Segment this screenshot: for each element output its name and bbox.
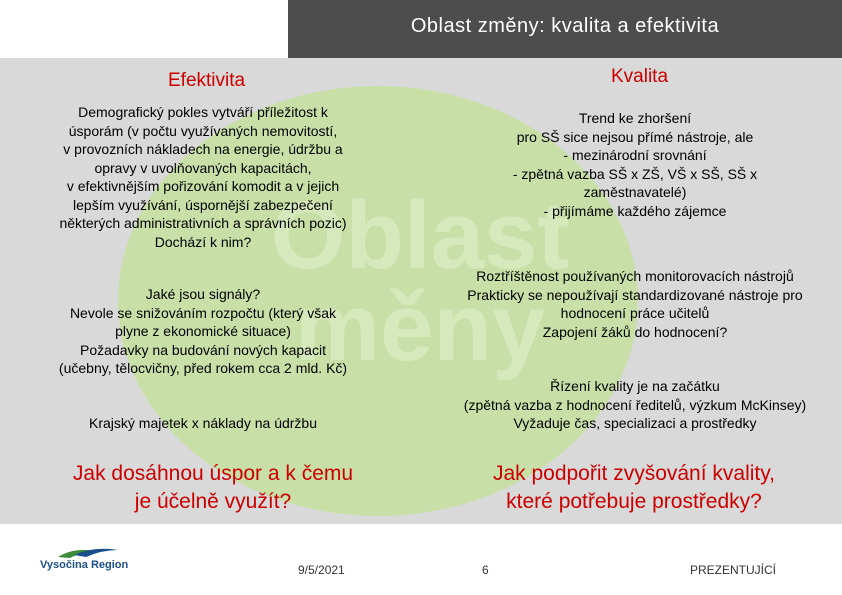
right-p1-line: - mezinárodní srovnání: [563, 147, 707, 163]
left-p1-line: úsporám (v počtu využívaných nemovitostí,: [68, 122, 338, 139]
left-p1-line: Dochází k nim?: [154, 233, 252, 250]
left-p2-line: Požadavky na budování nových kapacit: [80, 341, 326, 358]
page-number: 6: [482, 563, 489, 577]
left-p1-line: opravy v uvolňovaných kapacitách,: [94, 159, 312, 176]
watermark-line-2: měny: [294, 274, 546, 381]
left-p2-line: (učebny, tělocvičny, před rokem cca 2 mld. Kč): [58, 360, 348, 376]
right-paragraph-1: [445, 109, 825, 220]
watermark-line-1: Oblast: [270, 182, 570, 289]
right-p2-line: Prakticky se nepoužívají standardizované nástroje pro: [467, 286, 803, 303]
left-paragraph-1: [18, 103, 388, 251]
heading-kvalita: Kvalita: [611, 66, 669, 87]
logo-text: Vysočina Region: [40, 559, 129, 571]
left-p1-line: v provozních nákladech na energie, údržbu a: [63, 141, 343, 157]
right-paragraph-2: [435, 267, 835, 341]
left-paragraph-2: [18, 285, 388, 378]
slide-title: Oblast změny: kvalita a efektivita: [410, 15, 720, 37]
left-p1-line: Demografický pokles vytváří příležitost k: [78, 104, 328, 120]
title-bar: [288, 0, 842, 58]
right-question-line: které potřebuje prostředky?: [506, 490, 762, 513]
right-p3-line: Vyžaduje čas, specializaci a prostředky: [513, 415, 757, 431]
presenter-label: PREZENTUJÍCÍ: [690, 563, 777, 577]
right-p3-line: (zpětná vazba z hodnocení ředitelů, výzkum McKinsey): [463, 396, 807, 413]
left-question: [18, 460, 408, 516]
footer-date: 9/5/2021: [298, 563, 345, 577]
left-p2-line: Nevole se snižováním rozpočtu (který však: [69, 304, 337, 321]
left-p1-line: lepším využívání, úspornější zabezpečení: [73, 196, 333, 213]
left-p1-line: některých administrativních a správních pozic): [59, 215, 347, 231]
right-p1-line: - zpětná vazba SŠ x ZŠ, VŠ x SŠ, SŠ x: [512, 165, 758, 182]
vysocina-logo: [38, 545, 148, 575]
right-question-line: Jak podpořit zvyšování kvality,: [492, 462, 776, 485]
right-p1-line: - přijímáme každého zájemce: [543, 202, 727, 219]
right-p1-line: Trend ke zhoršení: [578, 110, 692, 126]
right-question: [434, 460, 834, 516]
right-p1-line: pro SŠ sice nejsou přímé nástroje, ale: [516, 128, 754, 145]
right-paragraph-3: [428, 377, 842, 433]
left-question-line: Jak dosáhnou úspor a k čemu: [72, 462, 354, 485]
left-p1-line: v efektivnějším pořizování komodit a v jejich: [66, 178, 340, 194]
left-paragraph-3: Krajský majetek x náklady na údržbu: [89, 415, 317, 431]
left-question-line: je účelně využít?: [134, 490, 292, 513]
heading-efektivita: Efektivita: [168, 70, 246, 91]
right-p2-line: hodnocení práce učitelů: [560, 305, 710, 321]
right-p1-line: zaměstnavatelé): [583, 184, 687, 200]
right-p3-line: Řízení kvality je na začátku: [550, 378, 720, 394]
right-p2-line: Zapojení žáků do hodnocení?: [542, 323, 728, 340]
right-p2-line: Roztříštěnost používaných monitorovacích nástrojů: [476, 268, 794, 284]
left-p2-line: plyne z ekonomické situace): [115, 323, 291, 339]
left-p2-line: Jaké jsou signály?: [145, 286, 261, 302]
